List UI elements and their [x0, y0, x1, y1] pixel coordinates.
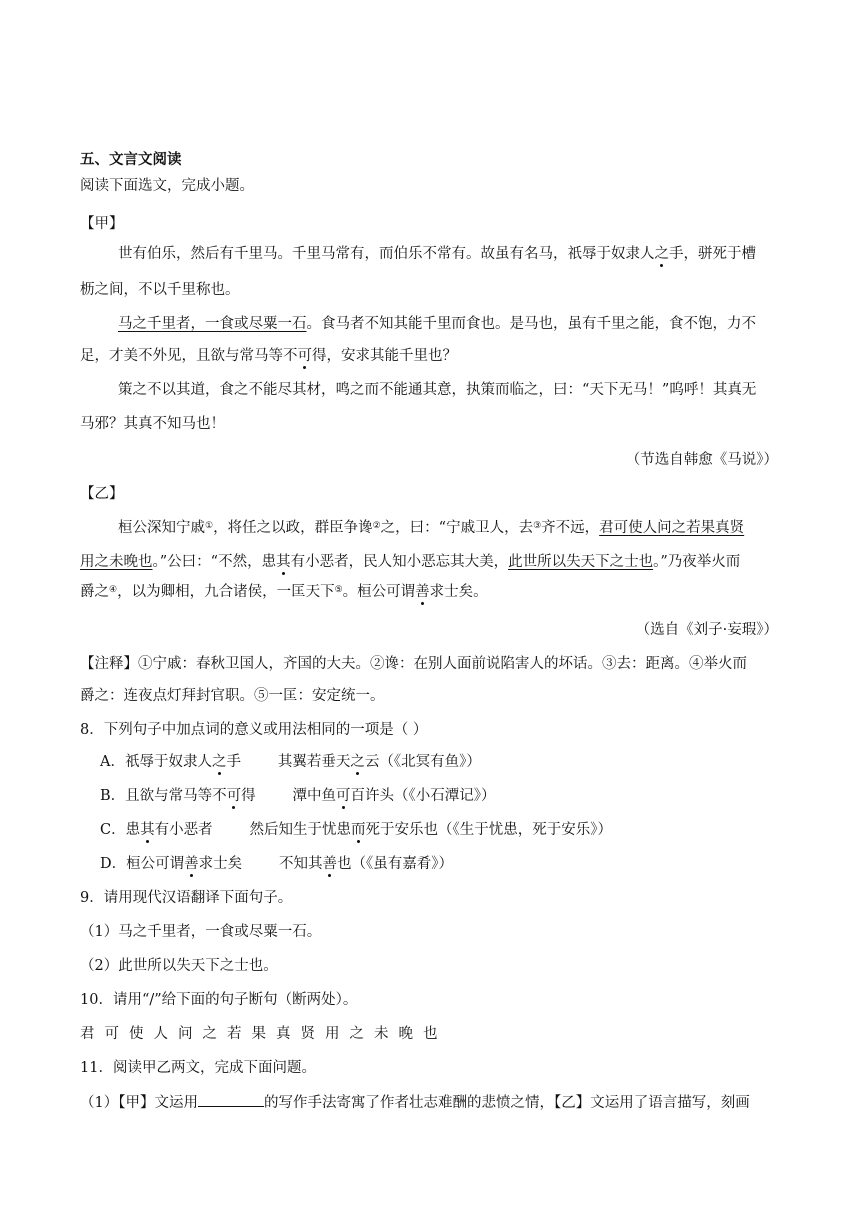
- jia-paragraph-2: 马之千里者，一食或尽粟一石。食马者不知其能千里而食也。是马也，虽有千里之能，食不饱，力不: [118, 316, 756, 332]
- answer-blank[interactable]: [198, 1092, 264, 1107]
- underlined-sentence: 马之千里者，一食或尽粟一石: [118, 316, 307, 332]
- notes-line-1: 【注释】①宁戚：春秋卫国人，齐国的大夫。②谗：在别人面前说陷害人的坏话。③去：距离。④举火而: [80, 656, 747, 672]
- yi-line-1: 桓公深知宁戚①，将任之以政，群臣争谗②之，曰：“宁戚卫人，去③齐不远，君可使人问之若果真贤: [118, 520, 745, 536]
- question-8-stem: 8．下列句子中加点词的意义或用法相同的一项是（ ）: [80, 722, 428, 738]
- question-10-sentence: 君可使人问之若果真贤用之未晚也: [80, 1026, 448, 1042]
- jia-paragraph-2-cont: 足，才美不外见，且欲与常马等不可得，安求其能千里也？: [80, 348, 457, 364]
- jia-paragraph-1-cont: 枥之间，不以千里称也。: [80, 282, 240, 298]
- notes-line-2: 爵之：连夜点灯拜封官职。⑤一匡：安定统一。: [80, 688, 385, 704]
- yi-line-3: 爵之④，以为卿相，九合诸侯，一匡天下⑤。桓公可谓善求士矣。: [80, 584, 488, 600]
- underlined-sentence: 君可使人问之若果真贤: [599, 520, 745, 536]
- question-9-sentence-1: （1）马之千里者，一食或尽粟一石。: [80, 924, 322, 940]
- jia-paragraph-1: 世有伯乐，然后有千里马。千里马常有，而伯乐不常有。故虽有名马，祇辱于奴隶人之手，骈死于槽: [118, 246, 756, 262]
- question-11-part-1: （1）【甲】文运用 的写作手法寄寓了作者壮志难酬的悲愤之情，【乙】文运用了语言描写，刻画: [80, 1092, 750, 1113]
- yi-source: （选自《刘子·妄瑕》）: [635, 622, 778, 638]
- question-10-stem: 10．请用“/”给下面的句子断句（断两处）。: [80, 992, 358, 1008]
- question-8-option-d: D．桓公可谓善求士矣 不知其善也（《虽有嘉肴》）: [100, 856, 454, 872]
- question-8-option-b: B．且欲与常马等不可得 潭中鱼可百许头（《小石潭记》）: [100, 788, 496, 804]
- emphasis-dot-shan: 善: [415, 584, 430, 600]
- emphasis-dot-qi: 其: [276, 554, 291, 570]
- instruction: 阅读下面选文，完成小题。: [80, 178, 254, 194]
- jia-paragraph-3: 策之不以其道，食之不能尽其材，鸣之而不能通其意，执策而临之，曰：“天下无马！”呜呼！其真无: [118, 382, 757, 398]
- question-8-option-a: A．祇辱于奴隶人之手 其翼若垂天之云（《北冥有鱼》）: [100, 754, 481, 770]
- question-8-option-c: C．患其有小恶者 然后知生于忧患而死于安乐也（《生于忧患，死于安乐》）: [100, 822, 612, 838]
- underlined-sentence: 此世所以失天下之士也: [508, 554, 654, 570]
- yi-label: 【乙】: [80, 486, 124, 502]
- yi-line-2: 用之未晚也。”公曰：“不然，患其有小恶者，民人知小恶忘其大美，此世所以失天下之士也。”乃夜举火而: [80, 554, 741, 570]
- question-9-stem: 9．请用现代汉语翻译下面句子。: [80, 890, 293, 906]
- jia-source: （节选自韩愈《马说》）: [625, 452, 778, 468]
- jia-paragraph-3-cont: 马邪？其真不知马也！: [80, 416, 225, 432]
- jia-label: 【甲】: [80, 216, 124, 232]
- section-title: 五、文言文阅读: [80, 151, 182, 168]
- emphasis-dot-zhi: 之: [654, 246, 669, 262]
- emphasis-dot-ke: 可: [297, 348, 312, 364]
- question-9-sentence-2: （2）此世所以失天下之士也。: [80, 958, 278, 974]
- question-11-stem: 11．阅读甲乙两文，完成下面问题。: [80, 1060, 316, 1076]
